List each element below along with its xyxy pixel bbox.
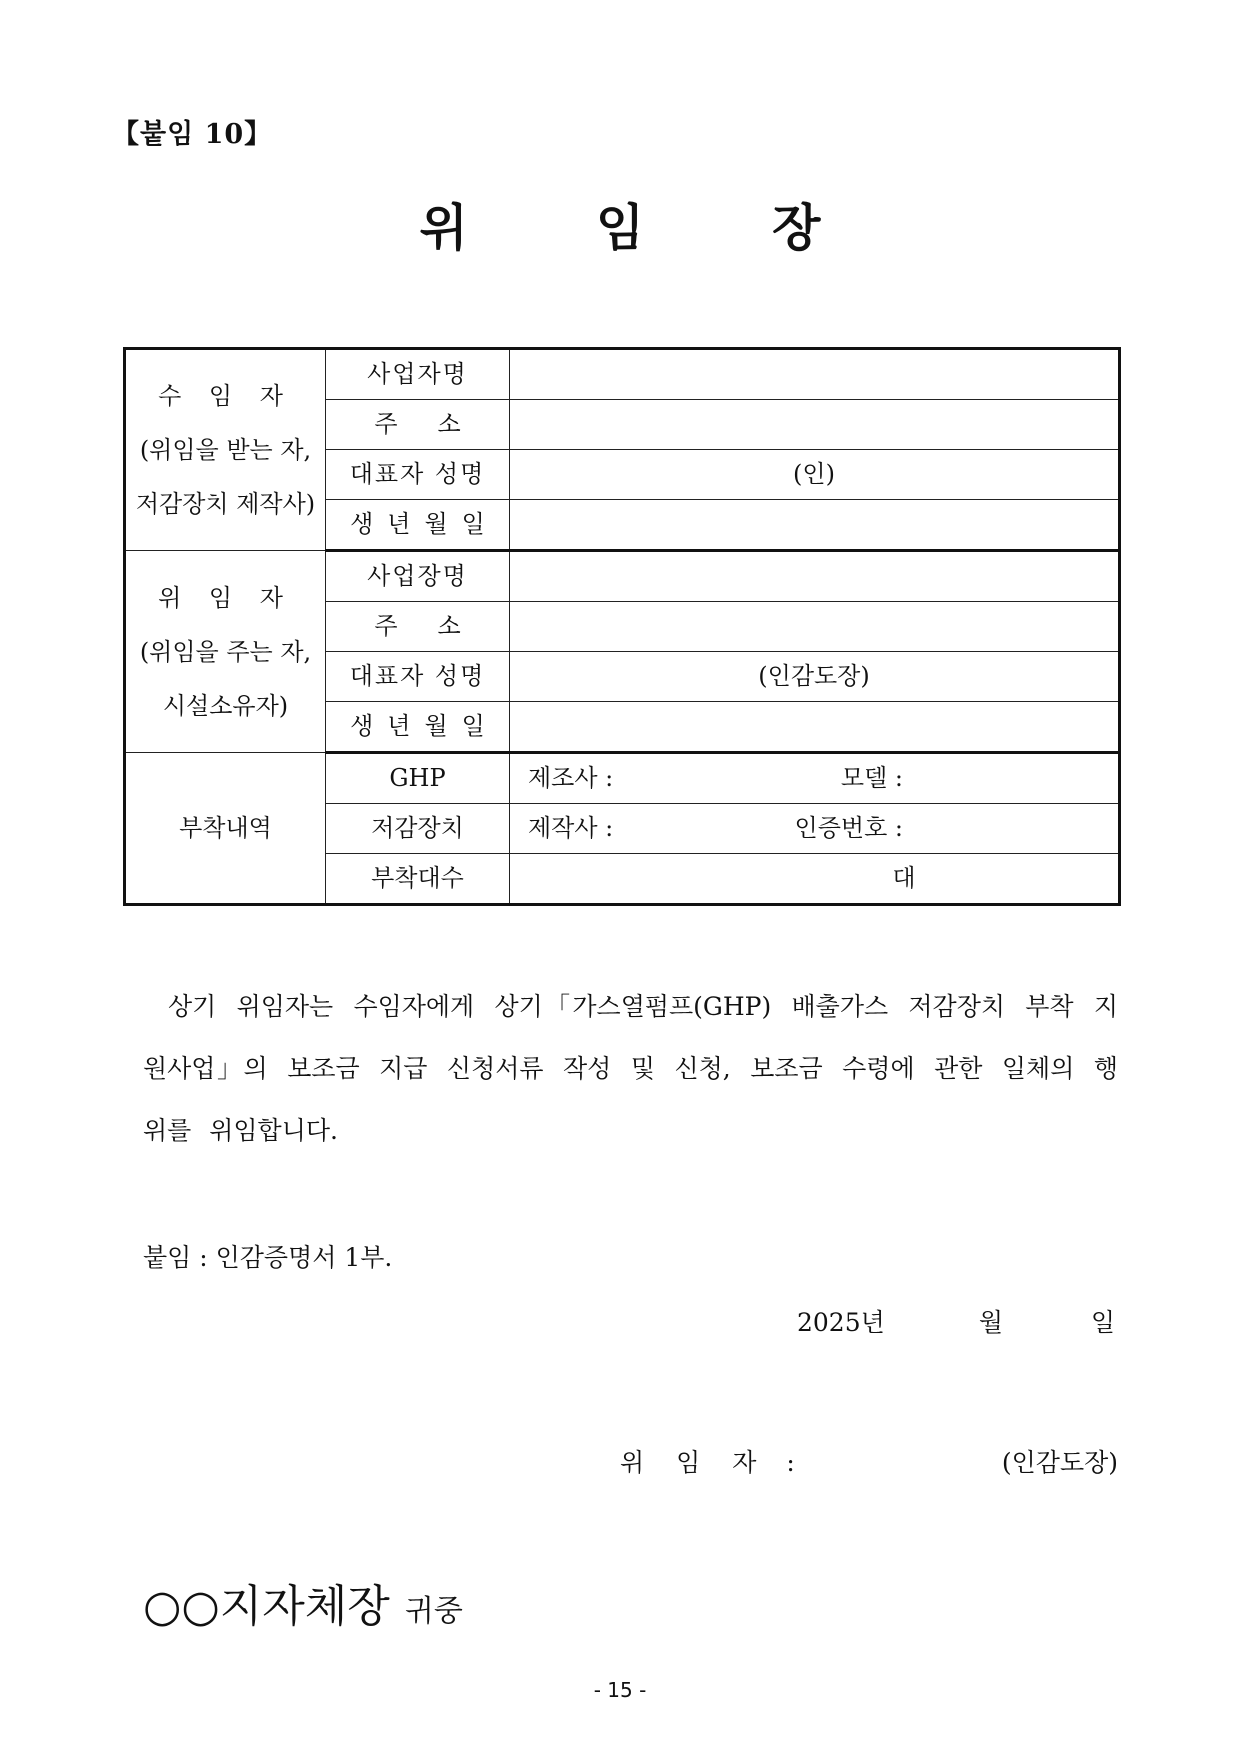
delegator-site-name-label: 사업장명 xyxy=(326,551,510,602)
ghp-label: GHP xyxy=(326,753,510,804)
date-day: 일 xyxy=(1090,1308,1115,1337)
delegate-address-field[interactable] xyxy=(510,400,1120,450)
delegator-party-desc-2: 시설소유자) xyxy=(162,691,289,720)
recipient-suffix: 귀중 xyxy=(404,1594,463,1629)
device-info-field[interactable] xyxy=(510,804,1120,854)
delegate-business-name-label: 사업자명 xyxy=(326,349,510,400)
device-cert-label: 인증번호 : xyxy=(794,814,903,843)
device-maker-label: 제작사 : xyxy=(528,814,614,843)
document-title: 위임장 xyxy=(419,199,949,257)
delegator-party-desc-1: (위임을 주는 자, xyxy=(139,637,312,666)
table-row xyxy=(125,753,1120,804)
recipient-line xyxy=(143,1570,463,1634)
device-label: 저감장치 xyxy=(326,804,510,854)
delegation-form-table xyxy=(123,347,1121,906)
date-month: 월 xyxy=(978,1308,1004,1337)
delegator-birthdate-field[interactable] xyxy=(510,702,1120,753)
delegate-representative-label: 대표자 성명 xyxy=(326,450,510,500)
delegate-address-label: 주소 xyxy=(326,400,510,450)
delegate-representative-field[interactable]: (인) xyxy=(510,450,1120,500)
delegator-sign-label: 위 임 자 xyxy=(620,1448,769,1477)
delegator-party-cell xyxy=(125,551,326,753)
date-year: 2025년 xyxy=(797,1308,885,1337)
attachment-label: 【붙임 10】 xyxy=(112,119,273,150)
count-unit: 대 xyxy=(892,864,916,893)
delegator-representative-label: 대표자 성명 xyxy=(326,652,510,702)
delegator-sign-colon: : xyxy=(786,1448,795,1477)
delegate-birthdate-field[interactable] xyxy=(510,500,1120,551)
delegator-representative-field[interactable]: (인감도장) xyxy=(510,652,1120,702)
page-number: - 15 - xyxy=(593,1678,647,1702)
count-field[interactable] xyxy=(510,854,1120,905)
ghp-info-field[interactable] xyxy=(510,753,1120,804)
delegate-birthdate-label: 생년월일 xyxy=(326,500,510,551)
delegator-seal-placeholder: (인감도장) xyxy=(1001,1448,1118,1477)
count-label: 부착대수 xyxy=(326,854,510,905)
delegator-site-name-field[interactable] xyxy=(510,551,1120,602)
delegate-party-desc-1: (위임을 받는 자, xyxy=(139,436,312,464)
enclosure-note: 붙임 : 인감증명서 1부. xyxy=(143,1243,393,1272)
table-row xyxy=(125,349,1120,400)
table-row xyxy=(125,551,1120,602)
delegate-party-title: 수 임 자 xyxy=(158,382,293,410)
delegator-birthdate-label: 생년월일 xyxy=(326,702,510,753)
delegation-paragraph: 상기 위임자는 수임자에게 상기「가스열펌프(GHP) 배출가스 저감장치 부착 지원사업」의 보조금 지급 신청서류 작성 및 신청, 보조금 수령에 관한 일체의 행위를 위임합니다. xyxy=(143,992,1118,1145)
delegator-signature-line xyxy=(620,1443,1118,1479)
delegation-statement xyxy=(143,976,1118,1162)
ghp-maker-label: 제조사 : xyxy=(528,764,614,793)
delegator-party-title: 위 임 자 xyxy=(158,583,293,612)
ghp-model-label: 모델 : xyxy=(840,764,903,793)
delegator-address-field[interactable] xyxy=(510,602,1120,652)
recipient-name: ○○지자체장 xyxy=(143,1581,390,1632)
delegator-address-label: 주소 xyxy=(326,602,510,652)
delegate-business-name-field[interactable] xyxy=(510,349,1120,400)
attachment-party-cell: 부착내역 xyxy=(125,753,326,905)
delegate-party-desc-2: 저감장치 제작사) xyxy=(135,490,316,518)
delegate-party-cell xyxy=(125,349,326,551)
delegator-sign-label-group xyxy=(620,1443,795,1479)
date-line xyxy=(797,1303,1115,1339)
